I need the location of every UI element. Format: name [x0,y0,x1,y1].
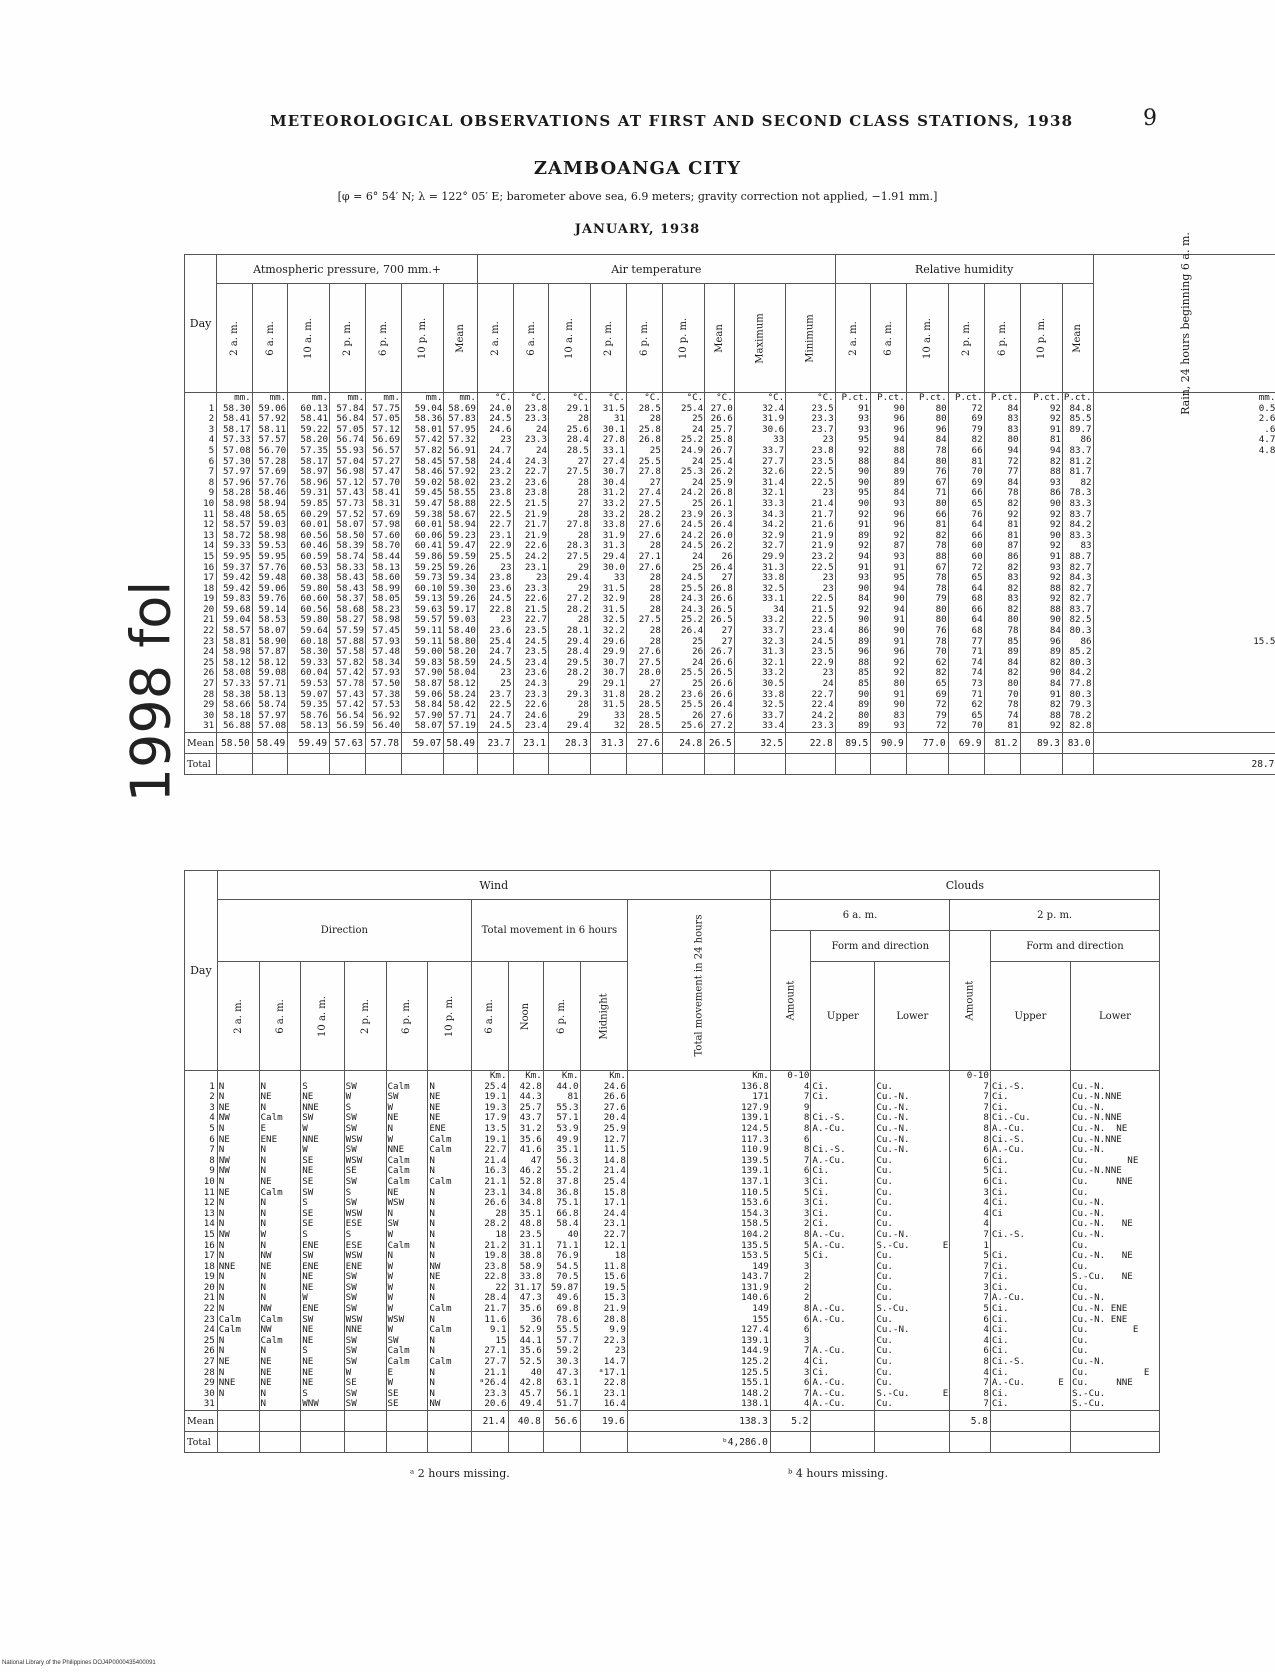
col-header: 2 p. m. [330,284,366,393]
mean-cell: 5.8 [950,1411,991,1432]
col-header: 2 a. m. [835,284,871,393]
mean-cell [344,1411,386,1432]
city-title: ZAMBOANGA CITY [533,158,742,179]
mean-cell: 23.7 [477,733,513,754]
col-header: 10 a. m. [549,284,591,393]
col-header: Mean [1062,284,1093,393]
mean-cell: 58.49 [444,733,478,754]
upper-6am-col: Ci. Ci. Ci.-S. A.-Cu. Ci.-S. A.-Cu. Ci. Ci. Ci. Ci. Ci. Ci. A.-Cu. A.-Cu. Ci. A.-Cu. A.-Cu. A.-Cu. Ci. Ci. A.-Cu. A.-Cu. A.-Cu. [811,1071,875,1411]
direction-col: N NE N Calm E ENE N N N NE Calm N N N W N NW NE N N N NW Calm NW Calm N NE NE NE N N [259,1071,301,1411]
upper-2pm-col: Ci.-S. Ci. Ci. Ci.-Cu. A.-Cu. Ci.-S. A.-Cu. Ci. Ci. Ci. Ci. Ci. Ci Ci.-S. Ci. Ci. Ci. Ci. A.-Cu. Ci. Ci. Ci. Ci. Ci. Ci.-S. Ci. A.-Cu. E Ci. Ci. [990,1071,1070,1411]
col-header: 6 p. m. [543,962,580,1071]
pressure-col: mm. 57.75 57.05 57.12 56.69 56.57 57.27 57.47 57.70 58.41 58.31 57.69 57.98 57.60 58.70 58.44 58.13 58.60 58.99 58.05 58.23 58.98 57.45 57.93 57.48 58.34 57.93 57.50 57.38 57.53 56.92 56.40 [366,393,402,733]
mean-cell: 5.2 [770,1411,811,1432]
mean-cell [990,1411,1070,1432]
pressure-col: mm. 60.13 58.41 59.22 58.20 57.35 58.17 58.97 58.96 59.31 59.85 60.29 60.01 60.56 60.46 60.59 60.53 60.38 59.80 60.60 60.56 59.80 59.64 60.18 58.30 59.33 60.04 59.53 59.07 59.35 58.76 58.13 [288,393,330,733]
mean-cell [875,1411,950,1432]
day-header: Day [185,871,218,1071]
movement-col: Km. 44.0 81 55.3 57.1 53.9 49.9 35.1 56.3 55.2 37.8 36.8 75.1 66.8 58.4 40 71.1 76.9 54.5 70.5 59.87 49.6 69.8 78.6 55.5 57.7 59.2 30.3 47.3 63.1 56.1 51.7 [543,1071,580,1411]
rain-header: Rain, 24 hours beginning 6 a. m. [1093,255,1275,393]
mean-cell [217,1411,259,1432]
col-header: 10 p. m. [1020,284,1062,393]
footnote-b: ᵇ 4 hours missing. [788,1467,888,1480]
col-header: 10 a. m. [288,284,330,393]
mean-cell: 19.6 [580,1411,627,1432]
direction-col: Calm SW W NE N W NNE Calm Calm Calm NE WSW N SW W Calm N W W W W W WSW W SW Calm Calm E W SE SE [386,1071,428,1411]
mean-cell: 81.2 [984,733,1020,754]
movement-col: Km. 25.4 19.1 19.3 17.9 13.5 19.1 22.7 21.4 16.3 21.1 23.1 26.6 28 28.2 18 21.2 19.8 23.8 22.8 22 28.4 21.7 11.6 9.1 15 27.1 27.7 21.1 ᵃ26.4 23.3 20.6 [471,1071,508,1411]
lower-6am-col: Cu. Cu.-N. Cu.-N. Cu.-N. Cu.-N. Cu.-N. Cu.-N. Cu. Cu. Cu. Cu. Cu. Cu. Cu. Cu.-N. S.-Cu. E Cu. Cu. Cu. Cu. Cu. S.-Cu. Cu. Cu.-N. Cu. Cu. Cu. Cu. Cu. S.-Cu. E Cu. [875,1071,950,1411]
mean-cell: 59.49 [288,733,330,754]
clouds-header: Clouds [770,871,1159,900]
station-info: [φ = 6° 54′ N; λ = 122° 05′ E; barometer above sea, 6.9 meters; gravity correction not applied, −1.91 mm.] [337,190,938,203]
amount-header: Amount [770,931,811,1071]
pressure-col: mm. 59.06 57.92 58.11 57.57 56.70 57.28 57.69 57.76 58.46 58.94 58.65 59.03 58.98 59.53 59.95 57.76 59.48 59.06 59.76 59.14 58.53 58.07 58.90 57.87 58.12 59.08 57.71 58.13 58.74 57.97 57.08 [252,393,288,733]
mean-cell: 24.8 [662,733,704,754]
total-row [185,754,1275,775]
col-header: 10 p. m. [428,962,472,1071]
col-header: 10 a. m. [906,284,948,393]
upper-header: Upper [811,962,875,1071]
col-header: 6 a. m. [259,962,301,1071]
mean-cell: 40.8 [508,1411,543,1432]
movement-col: Km. 42.8 44.3 25.7 43.7 31.2 35.6 41.6 47 46.2 52.8 34.8 34.8 35.1 48.8 23.5 31.1 38.8 58.9 33.8 31.17 47.3 35.6 36 52.9 44.1 35.6 52.5 40 42.8 45.7 49.4 [508,1071,543,1411]
pressure-temperature-humidity-table [184,232,1275,775]
amount-header: Amount [950,931,991,1071]
mean-cell [386,1411,428,1432]
temp-col: °C. 24.0 24.5 24.6 23 24.7 24.4 23.2 23.2 23.8 22.5 22.5 22.7 23.1 22.9 25.5 23 23.8 23.6 24.5 22.8 23 23.6 25.4 24.7 24.5 23 25 23.7 22.5 24.7 24.5 [477,393,513,733]
col-header: 6 a. m. [252,284,288,393]
movement-col: Km. 24.6 26.6 27.6 20.4 25.9 12.7 11.5 14.8 21.4 25.4 15.8 17.1 24.4 23.1 22.7 12.1 18 11.8 15.6 19.5 15.3 21.9 28.8 9.9 22.3 23 14.7 ᵃ17.1 22.8 23.1 16.4 [580,1071,627,1411]
pressure-header: Atmospheric pressure, 700 mm.+ [217,255,478,284]
col-header: 2 a. m. [217,284,253,393]
daily-data-row [185,1071,1160,1411]
clouds-6am-header: 6 a. m. [770,900,949,931]
handwritten-margin-note: 1998 fol [119,580,183,803]
total-rain: 28.7 [1093,754,1275,775]
temp-col: °C. 25.4 25 24 25.2 24.9 24 25.3 24 24.2 25 23.9 24.5 24.2 24.5 24 25 24.5 25.5 24.3 24.3 25.2 26.4 25 26 24 25.5 25 23.6 25.5 26 25.6 [662,393,704,733]
mean-cell: 57.78 [366,733,402,754]
rain-col: mm. 0.5 2.6 .6 4.7 4.8 15.5 [1093,393,1275,733]
mean-cell: 59.07 [402,733,444,754]
total-row [185,1432,1160,1453]
mean-cell [1093,733,1275,754]
mean-cell: 89.5 [835,733,871,754]
amount-2pm-col: 0-10 7 7 7 8 8 8 6 6 5 6 3 4 4 4 7 1 5 7 7 3 7 5 6 4 4 6 8 4 7 8 7 [950,1071,991,1411]
col-header: 6 a. m. [471,962,508,1071]
humidity-col: P.ct. 84 83 83 80 94 72 77 84 78 82 92 81 81 87 86 82 83 82 83 82 80 78 85 89 84 82 80 70 78 74 81 [984,393,1020,733]
col-header: 6 p. m. [626,284,662,393]
col-header: Mean [705,284,735,393]
col-header: 10 p. m. [402,284,444,393]
mean-cell: 32.5 [734,733,785,754]
col-header: 6 p. m. [386,962,428,1071]
upper-header: Upper [990,962,1070,1071]
mean-cell: 58.49 [252,733,288,754]
mean-cell [428,1411,472,1432]
mean-cell: 26.5 [705,733,735,754]
lower-header: Lower [1070,962,1159,1071]
day-numbers: 1 2 3 4 5 6 7 8 9 10 11 12 13 14 15 16 17 18 19 20 21 22 23 24 25 26 27 28 29 30 31 [185,1071,218,1411]
col-header: 10 a. m. [301,962,344,1071]
amount-6am-col: 0-10 4 7 9 8 8 6 8 7 6 3 5 3 3 2 8 5 5 3 2 2 2 8 6 6 3 7 4 3 6 7 4 [770,1071,811,1411]
mean-cell: 90.9 [871,733,907,754]
mean-cell: 83.0 [1062,733,1093,754]
col-header: 10 p. m. [662,284,704,393]
relative-humidity-header: Relative humidity [835,255,1093,284]
pressure-col: mm. 58.30 58.41 58.17 57.33 57.08 57.30 57.97 57.96 58.28 58.98 58.48 58.57 58.72 59.33 59.95 59.37 59.42 59.42 59.83 59.68 59.04 58.57 58.81 58.98 58.12 58.08 57.33 58.38 58.66 58.18 56.88 [217,393,253,733]
humidity-col: P.ct. 84.8 85.5 89.7 86 83.7 81.2 81.7 82 78.3 83.3 83.7 84.2 83.3 83 88.7 82.7 84.3 82.7 82.7 83.7 82.5 80.3 86 85.2 80.3 84.2 77.8 80.3 79.3 78.2 82.8 [1063,392,1092,732]
col-header: 2 p. m. [590,284,626,393]
mean-cell: 58.50 [217,733,253,754]
mean-cell [1070,1411,1159,1432]
col-header: 6 p. m. [984,284,1020,393]
mean-cell: 21.4 [471,1411,508,1432]
mean-cell: 89.3 [1020,733,1062,754]
clouds-2pm-header: 2 p. m. [950,900,1160,931]
temp-col: °C. 28.5 28 25.8 26.8 25 25.5 27.8 27 27.4 27.5 28.2 27.6 27.6 28 27.1 27.6 28 28 28 28 27.5 28 28 27.6 27.5 28.0 27 28.2 28.5 28.5 28.5 [626,393,662,733]
form-direction-header: Form and direction [811,931,950,962]
mean-label: Mean [185,1411,218,1432]
col-header: 6 a. m. [871,284,907,393]
direction-col: N N NE NW N NE N NW NW N NE N N N NW N N NNE N N N N Calm Calm N N NE N NNE N [217,1071,259,1411]
col-header: Midnight [580,962,627,1071]
col-header: 2 a. m. [217,962,259,1071]
mean-cell: 28.3 [549,733,591,754]
total-movement-24h: ᵇ4,286.0 [627,1432,770,1453]
air-temperature-header: Air temperature [477,255,835,284]
mean-cell [259,1411,301,1432]
humidity-col: P.ct. 90 96 96 94 88 84 89 89 84 93 96 96 92 87 93 91 95 94 90 94 91 90 91 96 92 92 80 91 90 83 93 [871,393,907,733]
day-header: Day [185,255,217,393]
direction-col: S NE NNE SW W NNE W SE NE SE SW S SE SE S ENE SW ENE NE NE W ENE SW NE NE S NE NE NE S WNW [301,1071,344,1411]
mean-cell: 56.6 [543,1411,580,1432]
day-numbers: 1 2 3 4 5 6 7 8 9 10 11 12 13 14 15 16 17 18 19 20 21 22 23 24 25 26 27 28 29 30 31 [185,393,217,733]
direction-col: N NE NE NE ENE Calm Calm N N Calm N N N N N N N NW NE N N Calm N Calm N N Calm N N N NW [428,1071,472,1411]
mean-cell: 23.1 [513,733,549,754]
col-header: Mean [444,284,478,393]
temp-col: °C. 32.4 31.9 30.6 33 33.7 27.7 32.6 31.4 32.1 33.3 34.3 34.2 32.9 32.7 29.9 31.3 33.8 32.5 33.1 34 33.2 33.7 32.3 31.3 32.1 33.2 30.5 33.8 32.5 33.7 33.4 [734,393,785,733]
library-footer-id: National Library of the Philippines DOJ4P0000435400091 [2,1660,156,1666]
mean-cell: 77.0 [906,733,948,754]
mean-cell [811,1411,875,1432]
page-header-title: METEOROLOGICAL OBSERVATIONS AT FIRST AND SECOND CLASS STATIONS, 1938 [270,112,1074,130]
humidity-col: P.ct. 91 93 93 95 92 88 90 90 95 90 92 91 89 92 94 91 93 90 84 92 90 86 89 96 88 85 85 90 89 80 89 [835,393,871,733]
pressure-col: mm. 58.69 57.83 57.95 57.32 56.91 57.58 57.92 58.02 58.55 58.88 58.67 58.94 59.23 59.47 59.59 59.26 59.34 59.30 59.26 59.17 59.03 58.40 58.80 58.20 58.59 58.04 58.12 58.24 58.42 57.71 57.19 [444,393,478,733]
mean-cell: 69.9 [948,733,984,754]
mean-cell: 57.63 [330,733,366,754]
pressure-col: mm. 59.04 58.36 58.01 57.42 57.82 58.45 58.46 59.02 59.45 59.47 59.38 60.01 60.06 60.41 59.86 59.25 59.73 60.10 59.13 59.63 59.57 59.11 59.11 59.00 59.83 57.90 58.87 59.06 58.84 57.90 58.07 [402,393,444,733]
temp-col: °C. 27.0 26.6 25.7 25.8 26.7 25.4 26.2 25.9 26.8 26.1 26.3 26.4 26.0 26.2 26 26.4 27 26.8 26.6 26.5 26.5 27 27 26.7 26.6 26.5 26.6 26.6 26.4 27.6 27.2 [705,393,735,733]
total-label: Total [185,754,217,775]
lower-2pm-col: Cu.-N. Cu.-N.NNE Cu.-N. Cu.-N.NNE Cu.-N. NE Cu.-N.NNE Cu.-N. Cu. NE Cu.-N.NNE Cu. NNE Cu. Cu.-N. Cu.-N. Cu.-N. NE Cu.-N. Cu. Cu.-N. NE Cu. S.-Cu. NE Cu. Cu.-N. Cu.-N. ENE Cu.-N. ENE Cu. E Cu. Cu. Cu.-N. Cu. E Cu. NNE S.-Cu. S.-Cu. [1070,1071,1159,1411]
col-header: Maximum [734,284,785,393]
form-direction-header: Form and direction [990,931,1159,962]
mean-cell [301,1411,344,1432]
lower-header: Lower [875,962,950,1071]
mean-row [185,1411,1160,1432]
humidity-col: P.ct. 80 80 96 84 78 80 76 67 71 80 66 81 82 78 88 67 78 78 79 80 80 76 78 70 62 82 65 69 72 79 72 [906,393,948,733]
mean-cell: 31.3 [590,733,626,754]
direction-header: Direction [217,900,471,962]
mean-row [185,733,1275,754]
mean-label: Mean [185,733,217,754]
pressure-col: mm. 57.84 56.84 57.05 56.74 55.93 57.04 56.98 57.12 57.43 57.73 57.52 58.07 58.50 58.39 58.74 58.33 58.43 58.43 58.37 58.68 58.27 57.59 57.88 57.58 57.82 57.42 57.78 57.43 57.42 56.54 56.59 [330,393,366,733]
temp-col: °C. 29.1 28 25.6 28.4 28.5 27 27.5 28 28 27 28 27.8 28 28.3 27.5 29 29.4 29 27.2 28.2 28 28.1 29.4 28.4 29.5 28.2 29 29.3 28 29 29.4 [549,393,591,733]
col-header: Noon [508,962,543,1071]
col-header: 2 a. m. [477,284,513,393]
direction-col: SW W S SW SW WSW SW WSW SE SW S SW WSW ESE S ESE WSW ENE SW SW SW SW WSW NNE SW SW SW W SE SW SW [344,1071,386,1411]
temp-col: °C. 23.8 23.3 24 23.3 24 24.3 22.7 23.6 23.8 21.5 21.9 21.7 21.9 22.6 24.2 23.1 23 23.3 22.6 21.5 22.7 23.5 24.5 23.5 23.4 23.6 24.3 23.3 22.6 24.6 23.4 [513,393,549,733]
month-title: JANUARY, 1938 [574,222,701,237]
col-header: 2 p. m. [344,962,386,1071]
movement-24h-col: Km. 136.8 171 127.9 139.1 124.5 117.3 110.9 139.5 139.1 137.1 110.5 153.6 154.3 158.5 104.2 135.5 153.5 149 143.7 131.9 140.6 149 155 127.4 139.1 144.9 125.2 125.5 155.1 148.2 138.1 [627,1071,770,1411]
mean-cell: 22.8 [786,733,835,754]
humidity-col: P.ct. 72 69 79 82 66 81 70 69 66 65 76 64 66 60 60 72 65 64 68 66 64 68 77 71 74 74 73 71 62 65 70 [948,393,984,733]
wind-header: Wind [217,871,770,900]
movement-6h-header: Total movement in 6 hours [471,900,627,962]
total-label: Total [185,1432,218,1453]
mean-cell: 138.3 [627,1411,770,1432]
humidity-col: P.ct. 92 92 91 81 94 82 88 93 86 90 92 92 90 92 91 93 92 88 92 88 90 84 96 89 82 90 84 91 82 88 92 [1020,393,1062,733]
col-header: 2 p. m. [948,284,984,393]
daily-data-row [185,393,1275,733]
col-header: 6 a. m. [513,284,549,393]
col-header: 6 p. m. [366,284,402,393]
page-number: 9 [1143,106,1157,131]
footnote-a: ᵃ 2 hours missing. [410,1467,510,1480]
wind-clouds-table [184,870,1160,1453]
movement-24h-header: Total movement in 24 hours [627,900,770,1071]
temp-col: °C. 31.5 31 30.1 27.8 33.1 27.4 30.7 30.4 31.2 33.2 33.2 33.8 31.9 31.3 29.4 30.0 33 31.5 32.9 31.5 32.5 32.2 29.6 29.9 30.7 30.7 29.1 31.8 31.5 33 32 [590,393,626,733]
mean-cell: 27.6 [626,733,662,754]
temp-col: °C. 23.5 23.3 23.7 23 23.8 23.5 22.5 22.5 23 21.4 21.7 21.6 21.9 21.9 23.2 22.5 23 23 22.5 21.5 22.5 23.4 24.5 23.5 22.9 23 24 22.7 22.4 24.2 23.3 [786,393,835,733]
col-header: Minimum [786,284,835,393]
